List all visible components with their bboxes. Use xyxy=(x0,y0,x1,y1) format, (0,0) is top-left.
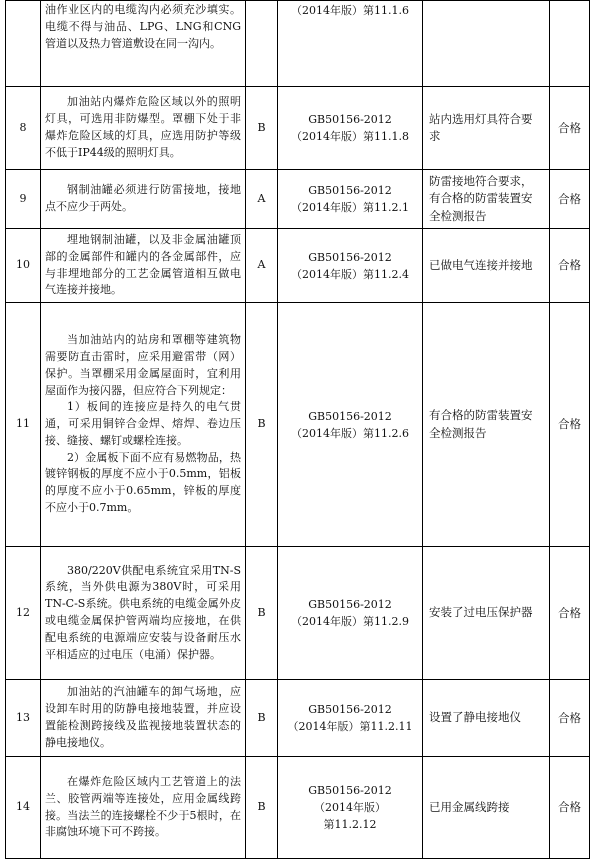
requirement-text: 380/220V供配电系统宜采用TN-S系统，当外供电源为380V时，可采用TN-C-S系统。供电系统的电缆金属外皮或电缆金属保护管两端均应接地，在供配电系统的电源端应安装与设备耐压水平相适应的过电压（电涌）保护器。 xyxy=(45,563,241,661)
level-cell: B xyxy=(246,547,278,680)
requirement-text: 埋地钢制油罐，以及非金属油罐顶部的金属部件和罐内的各金属部件，应与非埋地部分的工艺金属管道相互做电气连接并接地。 xyxy=(45,232,241,297)
requirement-text: 当加油站内的站房和罩棚等建筑物需要防直击雷时，应采用避雷带（网）保护。当罩棚采用金属屋面时，宜利用屋面作为接闪器，但应符合下列规定： xyxy=(45,333,241,397)
requirement-cell xyxy=(41,1,246,87)
requirement-cell xyxy=(41,547,246,680)
inspection-table xyxy=(5,0,590,859)
requirement-cell xyxy=(41,680,246,757)
table-row xyxy=(6,757,590,859)
standard-reference: 第11.2.12 xyxy=(323,818,377,831)
standard-reference: （2014年版）第11.2.11 xyxy=(287,720,413,733)
table-row xyxy=(6,229,590,303)
table-body xyxy=(6,1,590,859)
standard-cell xyxy=(278,680,423,757)
result-cell: 合格 xyxy=(550,680,590,757)
row-number xyxy=(6,1,41,87)
requirement-cell xyxy=(41,170,246,229)
finding-cell xyxy=(423,1,550,87)
requirement-cell xyxy=(41,229,246,303)
result-cell: 合格 xyxy=(550,757,590,859)
requirement-cell xyxy=(41,303,246,547)
level-cell: B xyxy=(246,87,278,170)
standard-reference: GB50156-2012 xyxy=(308,784,392,797)
result-cell: 合格 xyxy=(550,303,590,547)
row-number: 8 xyxy=(6,87,41,170)
standard-cell xyxy=(278,547,423,680)
table-row xyxy=(6,1,590,87)
requirement-text: 在爆炸危险区域内工艺管道上的法兰、胶管两端等连接处，应用金属线跨接。当法兰的连接螺栓不少于5根时，在非腐蚀环境下可不跨接。 xyxy=(45,774,241,839)
standard-reference: （2014年版） xyxy=(314,801,386,814)
standard-reference: （2014年版）第11.1.6 xyxy=(291,4,409,17)
standard-reference: GB50156-2012 xyxy=(308,113,392,126)
standard-reference: （2014年版）第11.2.1 xyxy=(291,201,409,214)
standard-reference: （2014年版）第11.2.4 xyxy=(291,267,409,281)
finding-cell: 已做电气连接并接地 xyxy=(423,229,550,303)
standard-reference: GB50156-2012 xyxy=(308,409,392,423)
finding-cell: 安装了过电压保护器 xyxy=(423,547,550,680)
row-number: 13 xyxy=(6,680,41,757)
table-row xyxy=(6,87,590,170)
standard-reference: GB50156-2012 xyxy=(308,598,392,611)
level-cell: A xyxy=(246,170,278,229)
standard-reference: GB50156-2012 xyxy=(308,703,392,716)
standard-cell xyxy=(278,303,423,547)
table-row xyxy=(6,303,590,547)
standard-cell xyxy=(278,1,423,87)
requirement-text: 油作业区内的电缆沟内必须充沙填实。电缆不得与油品、LPG、LNG和CNG管道以及热力管道敷设在同一沟内。 xyxy=(45,3,241,50)
requirement-cell xyxy=(41,757,246,859)
standard-cell xyxy=(278,757,423,859)
finding-cell: 站内选用灯具符合要求 xyxy=(423,87,550,170)
result-cell: 合格 xyxy=(550,547,590,680)
result-cell xyxy=(550,1,590,87)
finding-cell: 防雷接地符合要求，有合格的防雷装置安全检测报告 xyxy=(423,170,550,229)
level-cell: B xyxy=(246,303,278,547)
standard-cell xyxy=(278,229,423,303)
standard-reference: GB50156-2012 xyxy=(308,250,392,264)
table-row xyxy=(6,547,590,680)
finding-cell: 已用金属线跨接 xyxy=(423,757,550,859)
row-number: 11 xyxy=(6,303,41,547)
result-cell: 合格 xyxy=(550,229,590,303)
requirement-text: 钢制油罐必须进行防雷接地，接地点不应少于两处。 xyxy=(45,183,241,213)
level-cell xyxy=(246,1,278,87)
row-number: 9 xyxy=(6,170,41,229)
table-row xyxy=(6,170,590,229)
standard-reference: （2014年版）第11.2.6 xyxy=(291,426,409,440)
standard-cell xyxy=(278,87,423,170)
requirement-cell xyxy=(41,87,246,170)
row-number: 10 xyxy=(6,229,41,303)
table-row xyxy=(6,680,590,757)
standard-reference: （2014年版）第11.1.8 xyxy=(291,130,409,143)
requirement-text: 1）板间的连接应是持久的电气贯通，可采用铜锌合金焊、熔焊、卷边压接、缝接、螺钉或螺栓连接。 xyxy=(45,400,241,447)
result-cell: 合格 xyxy=(550,170,590,229)
level-cell: B xyxy=(246,757,278,859)
standard-cell xyxy=(278,170,423,229)
row-number: 14 xyxy=(6,757,41,859)
level-cell: B xyxy=(246,680,278,757)
finding-cell: 设置了静电接地仪 xyxy=(423,680,550,757)
standard-reference: GB50156-2012 xyxy=(308,184,392,197)
level-cell: A xyxy=(246,229,278,303)
standard-reference: （2014年版）第11.2.9 xyxy=(291,615,409,628)
row-number: 12 xyxy=(6,547,41,680)
requirement-text: 加油站内爆炸危险区域以外的照明灯具，可选用非防爆型。罩棚下处于非爆炸危险区域的灯具，应选用防护等级不低于IP44级的照明灯具。 xyxy=(45,95,241,159)
finding-cell: 有合格的防雷装置安全检测报告 xyxy=(423,303,550,547)
requirement-text: 加油站的汽油罐车的卸气场地，应设卸车时用的防静电接地装置，并应设置能检测跨接线及监视接地装置状态的静电接地仪。 xyxy=(45,685,241,749)
result-cell: 合格 xyxy=(550,87,590,170)
requirement-text: 2）金属板下面不应有易燃物品，热镀锌钢板的厚度不应小于0.5mm，铝板的厚度不应小于0.65mm，锌板的厚度不应小于0.7mm。 xyxy=(45,450,241,515)
